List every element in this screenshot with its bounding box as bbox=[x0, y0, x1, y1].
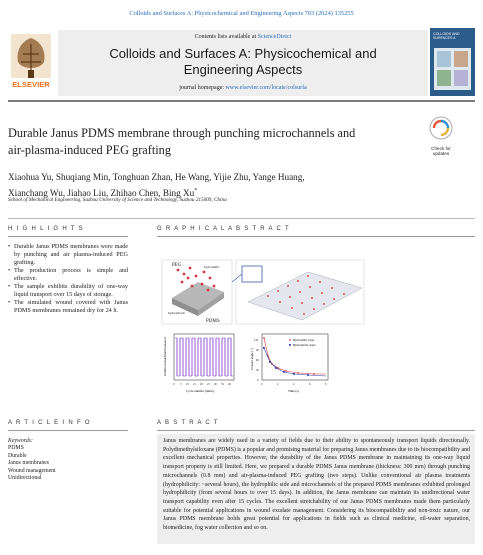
authors-line2: Xianchang Wu, Jiahao Liu, Zhihao Chen, Bing Xu bbox=[8, 188, 195, 199]
left-xtick: 0 bbox=[173, 383, 175, 386]
left-xtick: 20 bbox=[200, 383, 203, 386]
highlights-rule bbox=[8, 236, 128, 237]
left-xtick: 10 bbox=[186, 383, 189, 386]
left-xtick: 5 bbox=[180, 383, 182, 386]
keyword-item: PDMS bbox=[8, 445, 24, 452]
graphical-abstract-rule bbox=[157, 236, 475, 237]
microchannel-array-illustration bbox=[232, 260, 364, 324]
right-plot-xlabel: Time (s) bbox=[288, 389, 299, 393]
corresponding-author-mark[interactable]: * bbox=[194, 188, 198, 194]
keyword-item: Janus membranes bbox=[8, 460, 50, 467]
article-title bbox=[8, 125, 408, 159]
right-xtick: 2 bbox=[277, 383, 279, 386]
pdms-label: PDMS bbox=[206, 319, 220, 324]
journal-homepage bbox=[58, 85, 428, 91]
journal-title-line1: Colloids and Surfaces A: Physicochemical and bbox=[109, 46, 377, 61]
highlights-list bbox=[8, 243, 128, 315]
highlight-item: • Durable Janus PDMS membranes were made by punching and air plasma-induced PEG grafting. bbox=[8, 243, 128, 267]
legend-hydrophobic: Hydrophobic layer bbox=[293, 343, 316, 347]
sciencedirect-link[interactable]: ScienceDirect bbox=[257, 34, 292, 40]
right-ytick: 0 bbox=[257, 379, 259, 382]
authors-line1: Xiaohua Yu, Shuqiang Min, Tonghuan Zhan, He Wang, Yijie Zhu, Yange Huang, bbox=[8, 172, 305, 182]
journal-masthead bbox=[8, 28, 475, 98]
right-xtick: 4 bbox=[293, 383, 295, 386]
cycle-transport-plot bbox=[163, 334, 234, 393]
highlights-heading: H I G H L I G H T S bbox=[8, 226, 84, 232]
right-ytick: 90 bbox=[256, 349, 259, 352]
keyword-item: Wound management bbox=[8, 467, 56, 474]
left-xtick: 30 bbox=[214, 383, 217, 386]
right-plot-ylabel: Contact angle (°) bbox=[250, 348, 254, 370]
graphical-abstract-heading: G R A P H I C A L A B S T R A C T bbox=[157, 226, 290, 232]
journal-citation[interactable]: Colloids and Surfaces A: Physicochemical and Engineering Aspects 703 (2024) 135255 bbox=[129, 10, 354, 17]
elsevier-logo[interactable] bbox=[8, 32, 54, 94]
author-list bbox=[8, 170, 428, 200]
right-xtick: 6 bbox=[309, 383, 311, 386]
journal-cover-thumbnail[interactable] bbox=[430, 28, 475, 96]
highlight-item: • The production process is simple and effective. bbox=[8, 267, 128, 283]
left-xtick: 35 bbox=[221, 383, 224, 386]
keyword-item: Unidirectional bbox=[8, 475, 42, 482]
article-info-heading: A R T I C L E I N F O bbox=[8, 420, 91, 426]
right-xtick: 0 bbox=[261, 383, 263, 386]
keywords-label: Keywords: bbox=[8, 438, 33, 444]
right-ytick: 60 bbox=[256, 359, 259, 362]
contact-angle-plot bbox=[250, 334, 328, 393]
hydrophilic-label: hydrophilic bbox=[204, 265, 220, 269]
keywords-block bbox=[8, 438, 128, 482]
affiliation: School of Mechanical Engineering, Suzhou University of Science and Technology, Suzhou 215009, China bbox=[8, 197, 227, 203]
abstract-heading: A B S T R A C T bbox=[157, 420, 219, 426]
contents-prefix: Contents lists available at bbox=[194, 34, 258, 40]
left-plot-ylabel: Unidirectional liquid transport bbox=[163, 337, 167, 376]
article-title-line1: Durable Janus PDMS membrane through punching microchannels and bbox=[8, 126, 356, 140]
highlight-item: • The simulated wound covered with Janus PDMS membranes remained dry for 24 h. bbox=[8, 299, 128, 315]
left-xtick: 15 bbox=[193, 383, 196, 386]
contents-line bbox=[58, 34, 428, 40]
left-plot-xlabel: Cycle number (times) bbox=[186, 389, 214, 393]
homepage-prefix: journal homepage: bbox=[179, 85, 226, 91]
left-xtick: 40 bbox=[228, 383, 231, 386]
homepage-link[interactable]: www.elsevier.com/locate/colsurfa bbox=[225, 85, 307, 91]
journal-banner bbox=[58, 30, 428, 96]
cover-title: COLLOIDS AND SURFACES A bbox=[433, 32, 460, 41]
legend-hydrophilic: Hydrophilic layer bbox=[293, 338, 315, 342]
abstract-text: Janus membranes are widely used in a variety of fields due to their ability to spontaneously transport liquids directionally. Polydimethylsiloxane (PDMS) is a popular and promising material for preparing Janus membranes due to its biocompatibility and excellent mechanical properties. However, the durability of the Janus PDMS membrane in maintaining its one-way liquid transport property is still limited. Here, we prepared a durable PDMS Janus membrane (thickness: 300 mm) through punching microchannels (0.8 mm) and air-plasma-induced PEG grafting (two steps). Unlike conventional air plasma treatments (hydrophilicity: ~several hours), the hydrophilic side and microchannels of the prepared PDMS membranes exhibited prolonged hydrophilicity (from several hours to over 15 days). In addition, the Janus membrane can maintain its unidirectional water transport capability even after 15 cycles. The excellent stretchability of our Janus PDMS membranes made them particularly suitable for potential applications in wound exudate management. Considering its biocompatibility and non-toxic nature, our Janus PDMS membrane holds great potential for applications in fields such as clinical medicine, oil-water separation, biomedicine, fog water collection and so on. bbox=[163, 438, 470, 532]
keyword-item: Durable bbox=[8, 452, 27, 459]
journal-title bbox=[58, 46, 428, 78]
peg-label: PEG bbox=[172, 263, 182, 268]
abstract-rule bbox=[157, 430, 475, 431]
graphical-abstract-figure[interactable] bbox=[158, 258, 368, 398]
article-title-line2: air-plasma-induced PEG grafting bbox=[8, 143, 171, 157]
highlight-item: • The sample exhibits durability of one-way liquid transport over 15 days of storage. bbox=[8, 283, 128, 299]
hydrophobic-label: hydrophobic bbox=[168, 311, 186, 315]
masthead-rule bbox=[8, 100, 475, 102]
left-xtick: 25 bbox=[207, 383, 210, 386]
membrane-illustration bbox=[162, 260, 232, 324]
right-ytick: 120 bbox=[254, 339, 259, 342]
check-updates-icon bbox=[423, 115, 459, 141]
publisher-name: ELSEVIER bbox=[12, 80, 50, 89]
right-ytick: 30 bbox=[256, 369, 259, 372]
check-for-updates-button[interactable] bbox=[423, 115, 459, 155]
check-updates-label: Check for updates bbox=[431, 146, 451, 156]
journal-title-line2: Engineering Aspects bbox=[183, 62, 303, 77]
article-info-rule bbox=[8, 430, 128, 431]
right-xtick: 8 bbox=[325, 383, 327, 386]
header-rule bbox=[8, 218, 475, 219]
